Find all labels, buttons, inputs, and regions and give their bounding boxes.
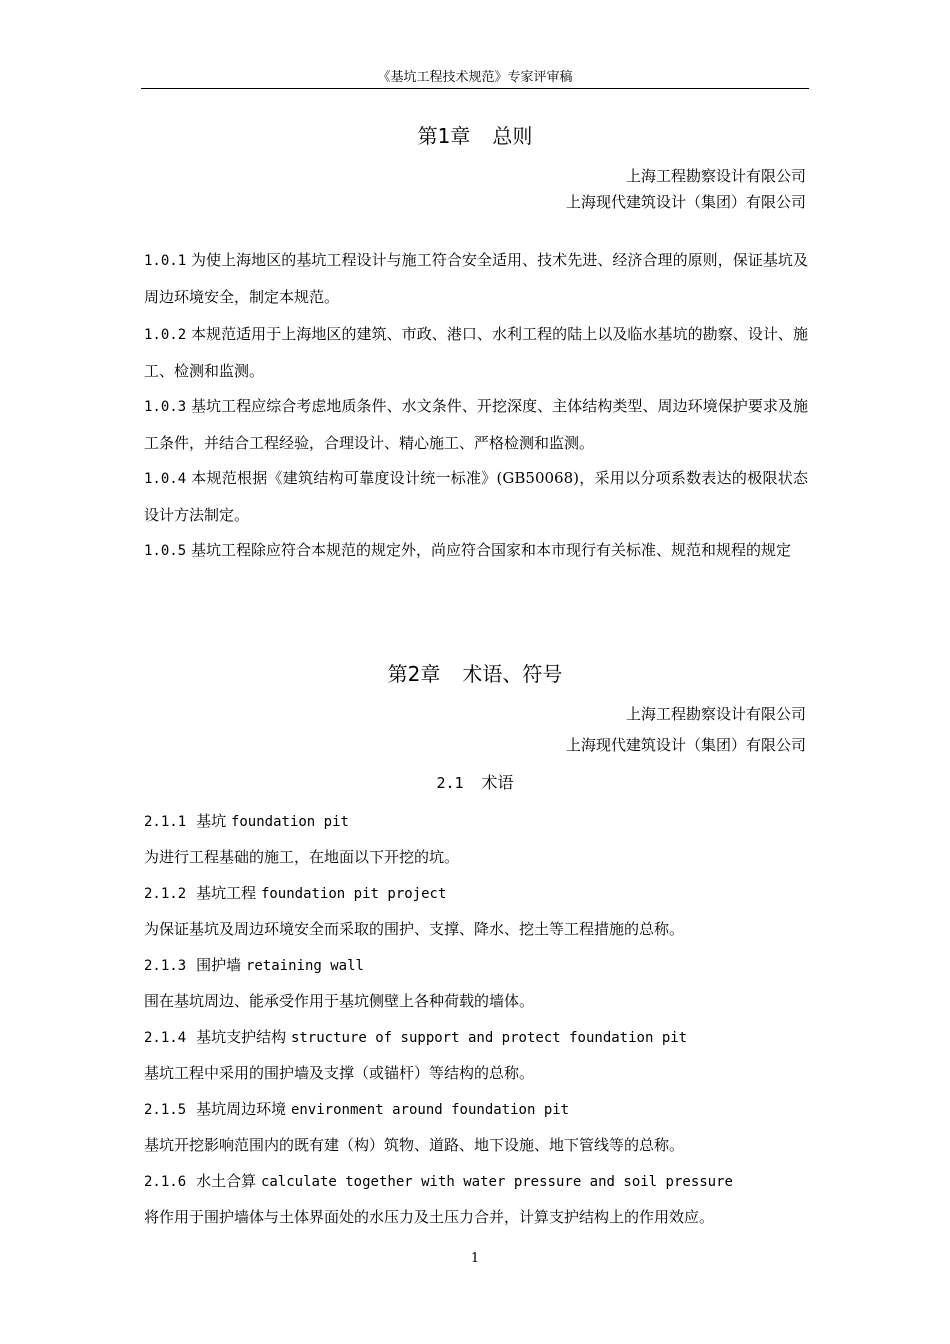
page-number: 1 <box>470 1251 480 1266</box>
term-2-1-5 <box>144 1099 569 1120</box>
term-cn: 基坑支护结构 <box>196 1028 287 1046</box>
term-2-1-3 <box>144 955 364 976</box>
clause-1-0-5 <box>144 532 808 569</box>
term-2-1-6-definition: 将作用于围护墙体与土体界面处的水压力及土压力合并，计算支护结构上的作用效应。 <box>144 1208 715 1226</box>
clause-1-0-1 <box>144 242 808 315</box>
clause-text: 基坑工程除应符合本规范的规定外，尚应符合国家和本市现行有关标准、规范和规程的规定 <box>190 541 791 559</box>
term-2-1-1-definition: 为进行工程基础的施工，在地面以下开挖的坑。 <box>144 848 460 866</box>
clause-number: 1.0.5 <box>144 543 187 559</box>
term-en: foundation pit <box>230 814 349 830</box>
chapter-2-org-2: 上海现代建筑设计（集团）有限公司 <box>565 736 806 754</box>
term-cn: 围护墙 <box>196 956 242 974</box>
term-number: 2.1.6 <box>144 1174 187 1190</box>
chapter-2-org-1: 上海工程勘察设计有限公司 <box>625 705 806 723</box>
chapter-2-title <box>141 661 809 687</box>
clause-1-0-3 <box>144 388 808 461</box>
clause-number: 1.0.1 <box>144 253 187 269</box>
term-number: 2.1.4 <box>144 1030 187 1046</box>
clause-text: 本规范根据《建筑结构可靠度设计统一标准》(GB50068)，采用以分项系数表达的极限状态设计方法制定。 <box>144 469 808 524</box>
term-number: 2.1.5 <box>144 1102 187 1118</box>
clause-1-0-4 <box>144 460 808 533</box>
term-en: calculate together with water pressure and soil pressure <box>260 1174 733 1190</box>
clause-1-0-2 <box>144 316 808 389</box>
term-2-1-2 <box>144 883 446 904</box>
term-en: structure of support and protect foundation pit <box>290 1030 688 1046</box>
term-2-1-2-definition: 为保证基坑及周边环境安全而采取的围护、支撑、降水、挖土等工程措施的总称。 <box>144 920 685 938</box>
section-name: 术语 <box>481 773 514 792</box>
term-2-1-6 <box>144 1171 733 1192</box>
term-cn: 水土合算 <box>196 1172 257 1190</box>
chapter-1-org-1: 上海工程勘察设计有限公司 <box>625 167 806 185</box>
chapter-1-org-2: 上海现代建筑设计（集团）有限公司 <box>565 193 806 211</box>
chapter-2-number: 第2章 <box>387 662 441 686</box>
term-2-1-4-definition: 基坑工程中采用的围护墙及支撑（或锚杆）等结构的总称。 <box>144 1064 535 1082</box>
term-en: foundation pit project <box>260 886 447 902</box>
chapter-1-name: 总则 <box>492 124 533 148</box>
clause-text: 基坑工程应综合考虑地质条件、水文条件、开挖深度、主体结构类型、周边环境保护要求及施工条件，并结合工程经验，合理设计、精心施工、严格检测和监测。 <box>144 397 808 452</box>
term-cn: 基坑 <box>196 812 227 830</box>
term-en: retaining wall <box>245 958 364 974</box>
clause-number: 1.0.2 <box>144 327 187 343</box>
term-2-1-1 <box>144 811 349 832</box>
term-cn: 基坑周边环境 <box>196 1100 287 1118</box>
clause-text: 为使上海地区的基坑工程设计与施工符合安全适用、技术先进、经济合理的原则，保证基坑及周边环境安全，制定本规范。 <box>144 251 808 306</box>
term-2-1-5-definition: 基坑开挖影响范围内的既有建（构）筑物、道路、地下设施、地下管线等的总称。 <box>144 1136 685 1154</box>
term-cn: 基坑工程 <box>196 884 257 902</box>
term-2-1-3-definition: 围在基坑周边、能承受作用于基坑侧壁上各种荷载的墙体。 <box>144 992 535 1010</box>
clause-text: 本规范适用于上海地区的建筑、市政、港口、水利工程的陆上以及临水基坑的勘察、设计、施工、检测和监测。 <box>144 325 808 380</box>
term-number: 2.1.3 <box>144 958 187 974</box>
clause-number: 1.0.3 <box>144 399 187 415</box>
chapter-2-name: 术语、符号 <box>462 662 563 686</box>
term-number: 2.1.1 <box>144 814 187 830</box>
term-number: 2.1.2 <box>144 886 187 902</box>
chapter-1-number: 第1章 <box>417 124 471 148</box>
section-number: 2.1 <box>436 774 464 792</box>
term-2-1-4 <box>144 1027 687 1048</box>
running-header: 《基坑工程技术规范》专家评审稿 <box>377 70 573 85</box>
section-2-1-title <box>141 772 809 794</box>
clause-number: 1.0.4 <box>144 471 187 487</box>
term-en: environment around foundation pit <box>290 1102 570 1118</box>
header-rule <box>141 88 809 89</box>
chapter-1-title <box>141 123 809 149</box>
